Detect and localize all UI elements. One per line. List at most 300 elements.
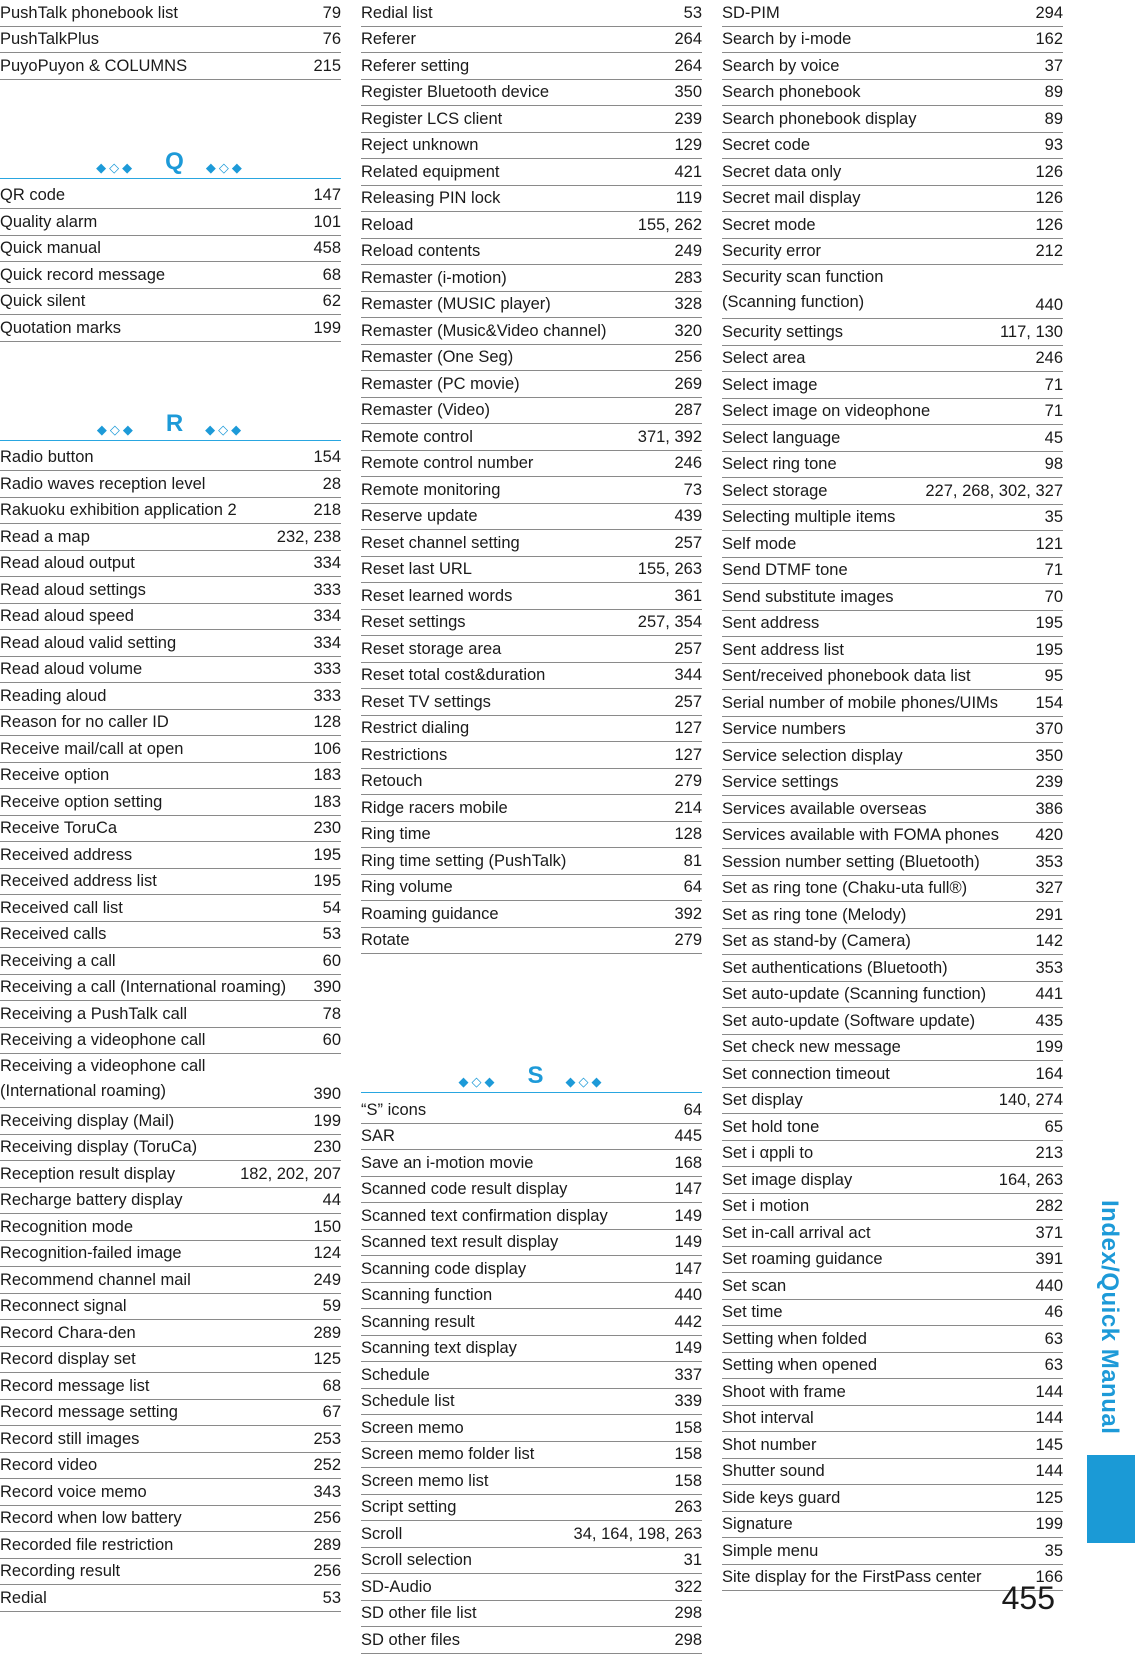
index-column-3 (722, 0, 1063, 1591)
index-entry (722, 1485, 1063, 1512)
entry-page: 249 (674, 242, 702, 260)
index-entry (722, 1353, 1063, 1380)
index-entry (722, 1326, 1063, 1353)
index-entry (0, 869, 341, 896)
entry-term: Send DTMF tone (722, 561, 848, 579)
entry-term: Remaster (PC movie) (361, 374, 520, 393)
entry-page: 232, 238 (276, 527, 341, 546)
diamond-ornament-icon: ◆◇◆ (96, 159, 136, 175)
entry-term: Set as ring tone (Chaku-uta full®) (722, 879, 968, 897)
entry-page: 149 (674, 1233, 702, 1251)
entry-term: Scroll (361, 1524, 403, 1543)
entry-page: 44 (322, 1191, 341, 1209)
entry-term: Quick record message (0, 265, 166, 284)
index-entry (0, 1453, 341, 1480)
entry-term: Receiving a videophone call (0, 1031, 206, 1049)
entry-page: 257 (674, 692, 702, 711)
entry-term: Set image display (722, 1170, 853, 1189)
entry-page: 353 (1035, 958, 1063, 977)
entry-term: Received calls (0, 925, 107, 943)
entry-page: 150 (313, 1217, 341, 1236)
index-entry (361, 451, 702, 478)
entry-term: Recorded file restriction (0, 1535, 174, 1554)
index-entry (722, 531, 1063, 558)
entry-page: 59 (322, 1297, 341, 1315)
index-entry (361, 80, 702, 107)
index-entry (722, 399, 1063, 426)
entry-page: 420 (1035, 826, 1063, 844)
entry-term: Remaster (i-motion) (361, 268, 507, 287)
entry-term: Services available overseas (722, 799, 927, 818)
index-entry (361, 1230, 702, 1257)
entry-term: Remote control number (361, 454, 534, 472)
index-entry (0, 763, 341, 790)
entry-page: 93 (1044, 136, 1063, 154)
index-entry (0, 498, 341, 525)
entry-term: Remaster (Video) (361, 401, 490, 419)
entry-page: 320 (674, 321, 702, 340)
entry-page: 298 (674, 1630, 702, 1649)
index-entry (361, 133, 702, 160)
entry-page: 350 (1035, 746, 1063, 765)
entry-page: 350 (674, 83, 702, 101)
diamond-ornament-icon: ◆◇◆ (96, 421, 136, 437)
index-entry (722, 1220, 1063, 1247)
entry-page: 256 (313, 1509, 341, 1527)
entry-page: 121 (1035, 534, 1063, 553)
index-entry (0, 289, 341, 316)
entry-page: 289 (313, 1535, 341, 1554)
entry-page: 71 (1044, 375, 1063, 394)
index-entry (361, 239, 702, 266)
entry-term-line: (Scanning function) (722, 293, 865, 311)
entry-term: Roaming guidance (361, 904, 499, 923)
index-entry (361, 398, 702, 425)
index-entry (722, 849, 1063, 876)
index-entry (361, 371, 702, 398)
entry-term: Scroll selection (361, 1551, 472, 1569)
index-entry (361, 1336, 702, 1363)
sidebar-label: Index/Quick Manual (1096, 1200, 1123, 1435)
entry-term: Signature (722, 1515, 793, 1533)
entry-page: 230 (313, 1138, 341, 1156)
entry-term: Site display for the FirstPass center (722, 1568, 982, 1586)
index-entry (361, 424, 702, 451)
entry-term: Reset channel setting (361, 533, 520, 552)
index-entry (0, 1532, 341, 1559)
entry-page: 127 (674, 719, 702, 737)
entry-term: Script setting (361, 1498, 457, 1516)
section-heading (0, 402, 341, 441)
entry-page: 392 (674, 904, 702, 923)
index-entry (722, 664, 1063, 691)
entry-page: 62 (322, 292, 341, 310)
entry-term: Scanned text confirmation display (361, 1206, 608, 1225)
entry-page: 155, 263 (637, 560, 702, 578)
entry-term: Retouch (361, 772, 423, 790)
entry-page: 199 (313, 1111, 341, 1130)
index-entry (361, 557, 702, 584)
index-entry (0, 789, 341, 816)
entry-term: Simple menu (722, 1541, 819, 1560)
entry-page: 68 (322, 1376, 341, 1395)
index-entry (0, 53, 341, 80)
entry-term: SD-Audio (361, 1577, 432, 1596)
entry-page: 54 (322, 898, 341, 917)
entry-term: Scanning result (361, 1312, 475, 1331)
index-entry (722, 1247, 1063, 1274)
entry-term: PushTalk phonebook list (0, 3, 178, 22)
index-entry (0, 262, 341, 289)
entry-term: Set i αppli to (722, 1144, 814, 1162)
entry-term: Set auto-update (Software update) (722, 1011, 976, 1030)
entry-term: SD other files (361, 1630, 461, 1649)
entry-term: Recognition mode (0, 1217, 133, 1236)
entry-page: 68 (322, 265, 341, 284)
entry-page: 257 (674, 533, 702, 552)
index-entry (361, 1097, 702, 1124)
entry-page: 125 (1035, 1488, 1063, 1507)
entry-page: 333 (313, 660, 341, 678)
entry-page: 441 (1035, 985, 1063, 1003)
entry-term: Search by voice (722, 56, 840, 75)
index-entry (361, 928, 702, 955)
entry-page: 353 (1035, 852, 1063, 871)
entry-term: Services available with FOMA phones (722, 826, 999, 844)
entry-page: 164 (1035, 1064, 1063, 1083)
entry-term: Secret mode (722, 215, 816, 234)
entry-term: Service selection display (722, 746, 903, 765)
index-entry (361, 1468, 702, 1495)
index-entry (0, 1373, 341, 1400)
index-entry (722, 1300, 1063, 1327)
index-entry (0, 948, 341, 975)
entry-page: 344 (674, 666, 702, 684)
entry-page: 195 (313, 872, 341, 890)
entry-page: 81 (683, 851, 702, 870)
entry-page: 168 (674, 1153, 702, 1172)
entry-page: 252 (313, 1456, 341, 1474)
index-entry (722, 902, 1063, 929)
index-entry (0, 842, 341, 869)
index-entry (361, 1283, 702, 1310)
entry-page: 182, 202, 207 (240, 1164, 341, 1183)
entry-page: 215 (313, 56, 341, 75)
entry-term: Recharge battery display (0, 1191, 183, 1209)
index-entry (722, 346, 1063, 373)
index-entry (0, 1294, 341, 1321)
entry-page: 64 (683, 1100, 702, 1119)
entry-term: Set check new message (722, 1038, 901, 1056)
entry-page: 155, 262 (637, 215, 702, 234)
entry-term: Rotate (361, 931, 410, 949)
index-entry (361, 292, 702, 319)
index-entry (722, 770, 1063, 797)
entry-term: Scanned text result display (361, 1233, 559, 1251)
entry-term: Setting when folded (722, 1329, 867, 1348)
entry-term: Reason for no caller ID (0, 713, 169, 731)
entry-page: 246 (1035, 349, 1063, 367)
entry-term: Read a map (0, 527, 90, 546)
entry-term: Read aloud output (0, 554, 135, 572)
entry-term: Register LCS client (361, 109, 503, 128)
entry-page: 53 (322, 1588, 341, 1607)
entry-term: Sent address (722, 614, 820, 632)
index-entry (722, 80, 1063, 107)
entry-term: Select ring tone (722, 455, 837, 473)
index-entry (361, 901, 702, 928)
entry-page: 199 (313, 318, 341, 337)
entry-term: Receiving a call (International roaming) (0, 978, 287, 996)
entry-term: Received call list (0, 898, 123, 917)
entry-term: Reject unknown (361, 136, 479, 154)
entry-page: 128 (313, 713, 341, 731)
index-entry (361, 0, 702, 27)
index-entry (361, 1256, 702, 1283)
entry-term: Read aloud settings (0, 580, 146, 599)
entry-term: Set roaming guidance (722, 1250, 883, 1268)
sidebar (1085, 0, 1135, 1615)
entry-term: Select area (722, 349, 806, 367)
entry-page: 144 (1035, 1409, 1063, 1427)
entry-term: Reception result display (0, 1164, 176, 1183)
index-entry (0, 1054, 341, 1108)
entry-term: SAR (361, 1127, 395, 1145)
entry-page: 147 (674, 1180, 702, 1198)
index-entry (0, 683, 341, 710)
entry-page: 256 (313, 1562, 341, 1580)
section-gap (0, 80, 341, 140)
diamond-ornament-icon: ◆◇◆ (205, 159, 245, 175)
entry-page: 71 (1044, 402, 1063, 420)
entry-page: 256 (674, 348, 702, 366)
entry-term: Reload (361, 215, 414, 234)
entry-term: Radio button (0, 448, 94, 466)
entry-page: 65 (1044, 1117, 1063, 1136)
section-letter: R (165, 409, 184, 437)
entry-term: Reset learned words (361, 586, 513, 605)
entry-page: 28 (322, 474, 341, 493)
entry-term: PushTalkPlus (0, 30, 100, 48)
section-gap (0, 342, 341, 402)
index-entry (722, 452, 1063, 479)
entry-page: 249 (313, 1270, 341, 1289)
index-entry (361, 1415, 702, 1442)
entry-page: 269 (674, 374, 702, 393)
entry-term: Record voice memo (0, 1482, 147, 1501)
index-entry (361, 1442, 702, 1469)
entry-page: 129 (674, 136, 702, 154)
index-entry (0, 1161, 341, 1188)
entry-page: 218 (313, 501, 341, 519)
entry-term: Schedule (361, 1365, 430, 1384)
index-entry (0, 1479, 341, 1506)
entry-page: 439 (674, 507, 702, 525)
entry-page: 440 (1035, 296, 1063, 314)
index-entry (361, 1362, 702, 1389)
entry-term: Rakuoku exhibition application 2 (0, 501, 237, 519)
entry-term: SD-PIM (722, 3, 780, 22)
entry-term: PuyoPuyon & COLUMNS (0, 56, 188, 75)
entry-page: 264 (674, 30, 702, 48)
entry-page: 37 (1044, 56, 1063, 75)
entry-page: 183 (313, 766, 341, 784)
entry-term: Set scan (722, 1276, 787, 1295)
entry-page: 126 (1035, 189, 1063, 207)
entry-term: Quick silent (0, 292, 86, 310)
entry-term: Shutter sound (722, 1462, 825, 1480)
index-entry (361, 1389, 702, 1416)
index-entry (0, 209, 341, 236)
entry-page: 158 (674, 1418, 702, 1437)
index-entry (722, 690, 1063, 717)
entry-page: 214 (674, 798, 702, 817)
entry-page: 35 (1044, 508, 1063, 526)
index-entry (361, 875, 702, 902)
index-entry (361, 1601, 702, 1628)
entry-page: 195 (1035, 640, 1063, 659)
entry-term: Record display set (0, 1350, 136, 1368)
entry-page: 124 (313, 1244, 341, 1262)
index-entry (722, 53, 1063, 80)
entry-page: 64 (683, 878, 702, 896)
entry-page: 390 (313, 1085, 341, 1103)
index-entry (361, 1574, 702, 1601)
entry-term: Reading aloud (0, 686, 107, 705)
entry-term: Serial number of mobile phones/UIMs (722, 693, 999, 712)
entry-page: 264 (674, 56, 702, 75)
index-entry (361, 318, 702, 345)
entry-page: 282 (1035, 1197, 1063, 1215)
index-entry (361, 504, 702, 531)
entry-term: Set as ring tone (Melody) (722, 905, 907, 924)
entry-page: 63 (1044, 1329, 1063, 1348)
entry-term: Receiving display (Mail) (0, 1111, 175, 1130)
index-entry (722, 1538, 1063, 1565)
entry-page: 337 (674, 1365, 702, 1384)
index-entry (722, 27, 1063, 54)
entry-term: Set as stand-by (Camera) (722, 932, 911, 950)
entry-term: Select storage (722, 481, 828, 500)
entry-page: 31 (683, 1551, 702, 1569)
entry-term: Set i motion (722, 1197, 810, 1215)
entry-page: 140, 274 (998, 1091, 1063, 1109)
index-entry (0, 1241, 341, 1268)
entry-page: 162 (1035, 30, 1063, 48)
entry-term: Screen memo list (361, 1471, 489, 1490)
index-entry (361, 186, 702, 213)
index-entry (722, 1379, 1063, 1406)
entry-term: Receiving a PushTalk call (0, 1004, 188, 1023)
entry-page: 289 (313, 1323, 341, 1342)
index-entry (722, 239, 1063, 266)
diamond-ornament-icon: ◆◇◆ (565, 1074, 605, 1089)
index-entry (361, 212, 702, 239)
entry-term: Security settings (722, 322, 844, 341)
index-entry (0, 577, 341, 604)
entry-term: Record Chara-den (0, 1323, 136, 1342)
entry-page: 79 (322, 3, 341, 22)
entry-term: Record video (0, 1456, 98, 1474)
index-entry (361, 848, 702, 875)
index-entry (722, 425, 1063, 452)
index-entry (722, 584, 1063, 611)
entry-page: 63 (1044, 1356, 1063, 1374)
index-entry (722, 876, 1063, 903)
entry-term: Secret data only (722, 162, 842, 181)
index-entry (722, 1459, 1063, 1486)
index-entry (722, 1273, 1063, 1300)
index-entry (361, 822, 702, 849)
entry-term: Scanned code result display (361, 1180, 568, 1198)
index-entry (0, 551, 341, 578)
index-entry (0, 657, 341, 684)
index-entry (361, 1521, 702, 1548)
index-entry (361, 689, 702, 716)
entry-page: 227, 268, 302, 327 (925, 481, 1063, 500)
entry-page: 101 (313, 212, 341, 231)
index-entry (0, 0, 341, 27)
entry-term: Reset TV settings (361, 692, 491, 711)
entry-term: Screen memo (361, 1418, 464, 1437)
entry-term: SD other file list (361, 1604, 477, 1622)
entry-term: Restrictions (361, 745, 448, 764)
index-entry (722, 106, 1063, 133)
index-entry (722, 186, 1063, 213)
entry-page: 154 (313, 448, 341, 466)
index-entry (0, 524, 341, 551)
section-letter: Q (165, 147, 184, 175)
entry-term: Recommend channel mail (0, 1270, 191, 1289)
entry-page: 46 (1044, 1303, 1063, 1321)
entry-page: 334 (313, 554, 341, 572)
index-entry (722, 1008, 1063, 1035)
entry-term: Service numbers (722, 720, 846, 738)
index-entry (0, 1188, 341, 1215)
entry-term: Security error (722, 242, 822, 260)
entry-term: Reset storage area (361, 639, 502, 658)
index-entry (0, 445, 341, 472)
index-entry (0, 630, 341, 657)
entry-page: 390 (313, 978, 341, 996)
entry-term: Set auto-update (Scanning function) (722, 985, 987, 1003)
entry-term: Receive option setting (0, 792, 163, 811)
entry-term: Receiving a call (0, 951, 116, 970)
entry-page: 458 (313, 239, 341, 257)
index-entry (722, 558, 1063, 585)
entry-term: Recognition-failed image (0, 1244, 182, 1262)
entry-page: 333 (313, 580, 341, 599)
index-entry (722, 0, 1063, 27)
entry-term: Read aloud valid setting (0, 633, 177, 652)
entry-term: Schedule list (361, 1392, 455, 1410)
index-entry (0, 1506, 341, 1533)
entry-term: Set authentications (Bluetooth) (722, 958, 948, 977)
entry-page: 294 (1035, 3, 1063, 22)
entry-term: Save an i-motion movie (361, 1153, 534, 1172)
index-entry (0, 471, 341, 498)
index-entry (361, 106, 702, 133)
entry-term: QR code (0, 186, 66, 204)
entry-term: Ridge racers mobile (361, 798, 508, 817)
entry-page: 166 (1035, 1568, 1063, 1586)
index-entry (361, 795, 702, 822)
index-entry (361, 159, 702, 186)
entry-page: 89 (1044, 83, 1063, 101)
entry-term: Set time (722, 1303, 783, 1321)
entry-term-line: (International roaming) (0, 1082, 166, 1100)
index-entry (722, 319, 1063, 346)
